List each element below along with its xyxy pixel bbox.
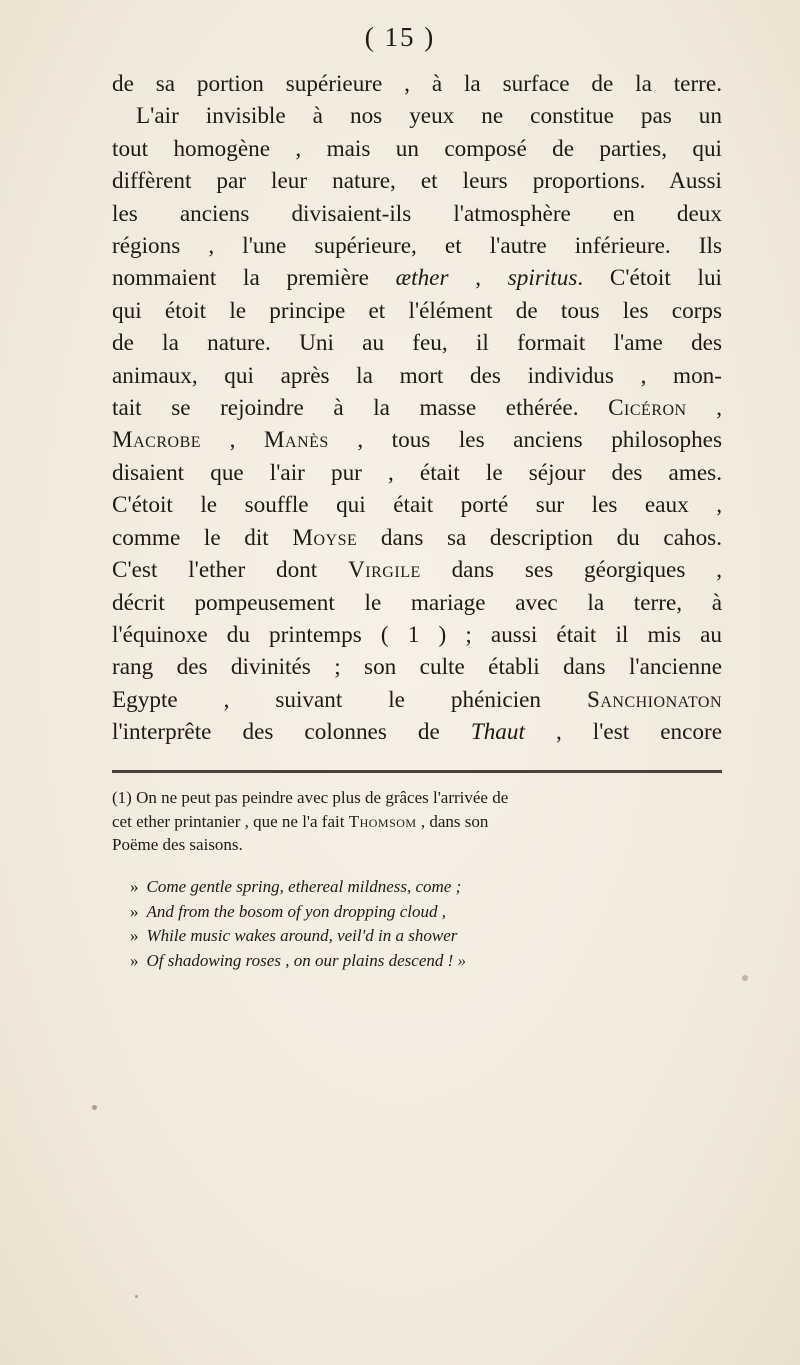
author-name: Virgile (348, 557, 421, 584)
footnote-block (112, 786, 722, 857)
text-line: diffèrent par leur nature, et leurs proportions. Aussi (112, 168, 722, 195)
italic-term: Thaut (470, 719, 525, 746)
text-line: régions , l'une supérieure, et l'autre inférieure. Ils (112, 233, 722, 260)
text-line: Macrobe , Manès , tous les anciens philosophes (112, 427, 723, 454)
verse-line: » Of shadowing roses , on our plains descend ! » (130, 950, 467, 970)
text-line: disaient que l'air pur , était le séjour des ames. (112, 459, 722, 486)
paper-speck (135, 1295, 138, 1298)
text-line: C'est l'ether dont Virgile dans ses géorgiques , (112, 557, 722, 584)
footnote-divider (112, 770, 722, 773)
text-line: tait se rejoindre à la masse ethérée. Cicéron , (112, 395, 722, 422)
text-line: l'équinoxe du printemps ( 1 ) ; aussi était il mis au (112, 621, 722, 648)
footnote-line: (1) On ne peut pas peindre avec plus de grâces l'arrivée de (112, 788, 509, 807)
text-line: l'interprête des colonnes de Thaut , l'est encore (112, 719, 722, 746)
text-line: rang des divinités ; son culte établi dans l'ancienne (112, 654, 722, 681)
text-line: de la nature. Uni au feu, il formait l'ame des (112, 330, 722, 357)
verse-line: » And from the bosom of yon dropping cloud , (130, 901, 447, 921)
text-line: les anciens divisaient-ils l'atmosphère en deux (112, 200, 722, 227)
italic-term: æther (395, 265, 449, 292)
paper-speck (92, 1105, 97, 1110)
paper-speck (742, 975, 748, 981)
author-name: Cicéron (608, 395, 687, 422)
author-name: Moyse (292, 524, 358, 551)
text-line: décrit pompeusement le mariage avec la terre, à (112, 589, 722, 616)
text-line: C'étoit le souffle qui était porté sur les eaux , (112, 492, 722, 519)
author-name: Manès (263, 427, 329, 454)
footnote-line: Poëme des saisons. (112, 835, 243, 854)
text-line: de sa portion supérieure , à la surface de la terre. (112, 71, 722, 97)
text-line: animaux, qui après la mort des individus , mon- (112, 362, 722, 389)
main-text-block (112, 68, 722, 749)
verse-line: » While music wakes around, veil'd in a shower (130, 926, 458, 945)
text-line: Egypte , suivant le phénicien Sanchionaton (112, 686, 722, 713)
text-line: qui étoit le principe et l'élément de tous les corps (112, 297, 722, 324)
author-name: Sanchionaton (586, 686, 722, 713)
page-number: ( 15 ) (364, 22, 436, 52)
text-line: L'air invisible à nos yeux ne constitue pas un (136, 103, 722, 130)
text-line: nommaient la première æther , spiritus. C'étoit lui (112, 265, 722, 292)
quoted-verse (130, 875, 720, 973)
footnote-line: cet ether printanier , que ne l'a fait Thomsom , dans son (112, 811, 489, 831)
verse-line: » Come gentle spring, ethereal mildness, come ; (130, 877, 462, 896)
text-line: tout homogène , mais un composé de parties, qui (112, 135, 722, 162)
author-name: Macrobe (112, 427, 202, 454)
italic-term: spiritus (507, 265, 578, 292)
author-name: Thomsom (348, 811, 417, 831)
text-line: comme le dit Moyse dans sa description du cahos. (112, 524, 722, 551)
